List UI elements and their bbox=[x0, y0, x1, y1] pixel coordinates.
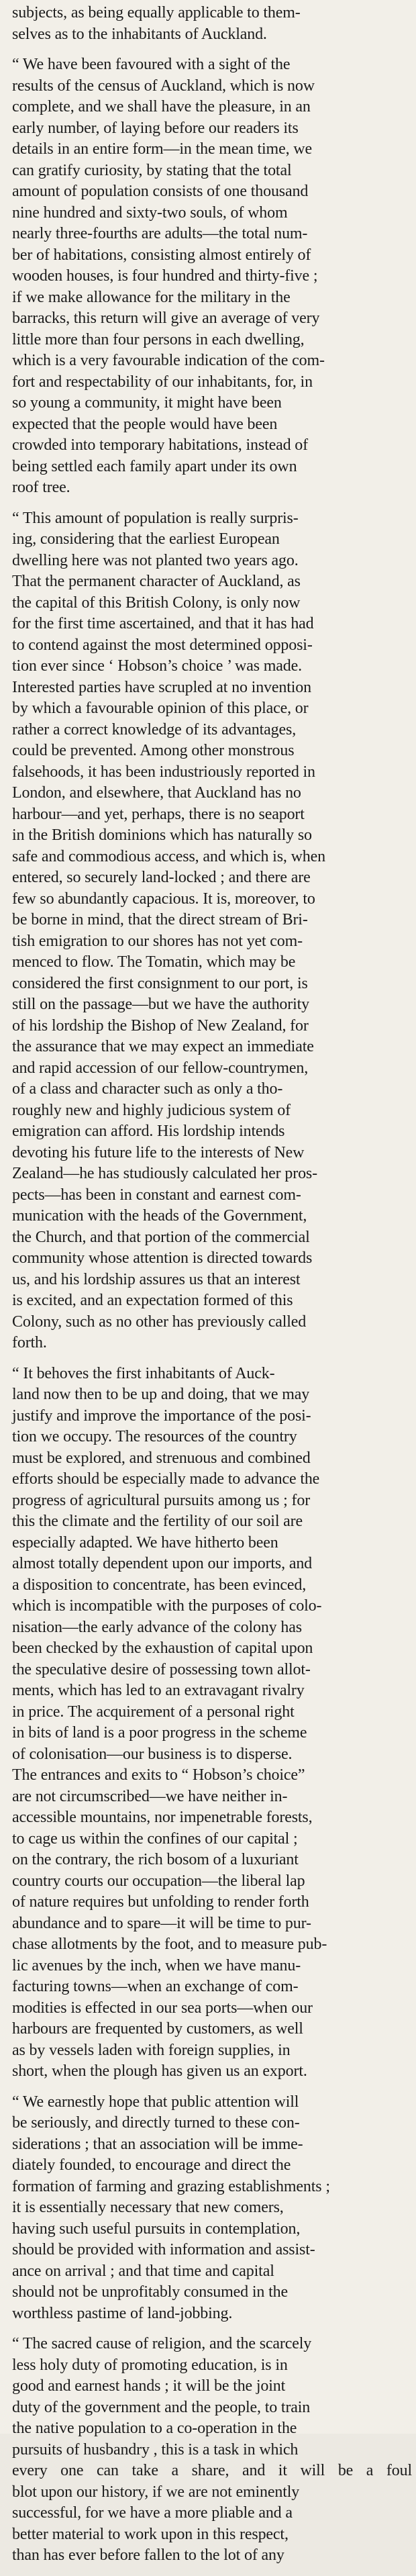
text-line: should not be unprofitably consumed in the bbox=[12, 2283, 288, 2301]
text-line: land now then to be up and doing, that we may bbox=[12, 1386, 310, 1403]
text-line: the speculative desire of possessing town allot- bbox=[12, 1660, 311, 1678]
text-line: could be prevented. Among other monstrous bbox=[12, 742, 295, 759]
text-line: fort and respectability of our inhabitants, for, in bbox=[12, 373, 313, 391]
text-line: to cage us within the confines of our capital ; bbox=[12, 1829, 298, 1848]
text-line: early number, of laying before our readers its bbox=[12, 119, 299, 137]
text-line: the native population to a co-operation in the bbox=[12, 2420, 297, 2437]
text-line: of nature requires but unfolding to render forth bbox=[12, 1893, 309, 1911]
text-line: us, and his lordship assures us that an interest bbox=[12, 1270, 301, 1288]
article-paragraph bbox=[12, 2092, 412, 2325]
article-paragraph bbox=[12, 1364, 412, 2083]
text-line: munication with the heads of the Government, bbox=[12, 1207, 307, 1225]
text-line: in the British dominions which has naturally so bbox=[12, 826, 312, 844]
text-line: of a class and character such as only a tho- bbox=[12, 1080, 283, 1098]
text-line: country courts our occupation—the liberal lap bbox=[12, 1872, 305, 1890]
text-line: considered the first consignment to our port, is bbox=[12, 974, 308, 992]
article-column bbox=[12, 3, 412, 2576]
article-paragraph bbox=[12, 508, 412, 1354]
text-line: are not circumscribed—we have neither in- bbox=[12, 1787, 288, 1805]
text-line: harbour—and yet, perhaps, there is no seaport bbox=[12, 805, 305, 823]
text-line: every one can take a share, and it will be a foul bbox=[12, 2462, 412, 2479]
text-line: must be explored, and strenuous and combined bbox=[12, 1449, 311, 1467]
text-line: this the climate and the fertility of our soil are bbox=[12, 1513, 303, 1530]
text-line: accessible mountains, nor impenetrable forests, bbox=[12, 1809, 313, 1826]
text-line: less holy duty of promoting education, is in bbox=[12, 2356, 288, 2374]
text-line: little more than four persons in each dwelling, bbox=[12, 330, 305, 348]
text-line: Interested parties have scrupled at no invention bbox=[12, 678, 311, 696]
text-line: a disposition to concentrate, has been evinced, bbox=[12, 1576, 307, 1594]
text-line: justify and improve the importance of the posi- bbox=[12, 1406, 311, 1425]
text-line: duty of the government and the people, to train bbox=[12, 2398, 311, 2416]
text-line: complete, and we shall have the pleasure, in an bbox=[12, 98, 311, 115]
text-line: for the first time ascertained, and that it has had bbox=[12, 615, 314, 632]
text-line: being settled each family apart under its own bbox=[12, 457, 297, 475]
text-line: emigration can afford. His lordship intends bbox=[12, 1123, 285, 1140]
text-line: it is essentially necessary that new comers, bbox=[12, 2199, 284, 2216]
text-line: good and earnest hands ; it will be the joint bbox=[12, 2377, 286, 2395]
text-line: is excited, and an expectation formed of this bbox=[12, 1292, 293, 1309]
text-line: in price. The acquirement of a personal right bbox=[12, 1703, 295, 1721]
text-line: roughly new and highly judicious system of bbox=[12, 1101, 291, 1119]
text-line: Colony, such as no other has previously called bbox=[12, 1313, 307, 1331]
text-line: expected that the people would have been bbox=[12, 415, 278, 433]
text-line: nearly three-fourths are adults—the total num- bbox=[12, 225, 308, 242]
text-line: which is incompatible with the purposes of colo- bbox=[12, 1597, 322, 1615]
text-line: of his lordship the Bishop of New Zealand, for bbox=[12, 1016, 309, 1035]
text-line: facturing towns—when an exchange of com- bbox=[12, 1978, 299, 1995]
text-line: of colonisation—our business is to disperse. bbox=[12, 1745, 293, 1763]
text-line: devoting his future life to the interests of New bbox=[12, 1143, 305, 1161]
text-line: barracks, this return will give an average of very bbox=[12, 309, 320, 327]
text-line: can gratify curiosity, by stating that the total bbox=[12, 161, 292, 179]
text-line: ance on arrival ; and that time and capital bbox=[12, 2262, 274, 2280]
text-line: formation of farming and grazing establishments ; bbox=[12, 2177, 330, 2195]
article-paragraph bbox=[12, 2334, 412, 2567]
text-line: by which a favourable opinion of this place, or bbox=[12, 700, 309, 717]
text-line: in bits of land is a poor progress in the scheme bbox=[12, 1724, 307, 1742]
text-line: London, and elsewhere, that Auckland has no bbox=[12, 784, 301, 802]
text-line: Zealand—he has studiously calculated her pros- bbox=[12, 1165, 317, 1182]
text-line: entered, so securely land-locked ; and there are bbox=[12, 869, 311, 886]
text-line: dwelling here was not planted two years ago. bbox=[12, 551, 299, 569]
text-line: been checked by the exhaustion of capital upon bbox=[12, 1639, 313, 1657]
text-line: be borne in mind, that the direct stream of Bri- bbox=[12, 911, 308, 928]
text-line: selves as to the inhabitants of Auckland. bbox=[12, 25, 267, 43]
text-line: tion we occupy. The resources of the country bbox=[12, 1428, 297, 1445]
text-line: wooden houses, is four hundred and thirty-five ; bbox=[12, 267, 318, 285]
text-line: lic avenues by the inch, when we have manu- bbox=[12, 1956, 301, 1974]
text-line: roof tree. bbox=[12, 479, 70, 496]
text-line: ments, which has led to an extravagant rivalry bbox=[12, 1682, 305, 1699]
text-line: worthless pastime of land-jobbing. bbox=[12, 2304, 233, 2322]
text-line: progress of agricultural pursuits among us ; for bbox=[12, 1491, 311, 1509]
text-line: so young a community, it might have been bbox=[12, 394, 282, 412]
text-line: siderations ; that an association will be imme- bbox=[12, 2135, 303, 2153]
text-line: still on the passage—but we have the authority bbox=[12, 996, 309, 1013]
text-line: having such useful pursuits in contemplation, bbox=[12, 2220, 301, 2238]
article-paragraph bbox=[12, 54, 412, 499]
text-line: few so abundantly capacious. It is, moreover, to bbox=[12, 890, 315, 908]
text-line: on the contrary, the rich bosom of a luxuriant bbox=[12, 1851, 299, 1868]
text-line: pursuits of husbandry , this is a task in which bbox=[12, 2440, 299, 2459]
text-line: should be provided with information and assist- bbox=[12, 2241, 315, 2258]
text-line: ing, considering that the earliest European bbox=[12, 530, 280, 548]
text-line: the capital of this British Colony, is only now bbox=[12, 593, 301, 612]
text-line: modities is effected in our sea ports—when our bbox=[12, 1999, 313, 2017]
text-line: to contend against the most determined opposi- bbox=[12, 636, 313, 654]
text-line: efforts should be especially made to advance the bbox=[12, 1470, 320, 1488]
text-line: crowded into temporary habitations, instead of bbox=[12, 436, 308, 454]
text-line: details in an entire form—in the mean time, we bbox=[12, 140, 312, 158]
text-line: “ The sacred cause of religion, and the scarcely bbox=[12, 2335, 312, 2352]
text-line: if we make allowance for the military in the bbox=[12, 288, 291, 306]
text-line: pects—has been in constant and earnest com- bbox=[12, 1186, 301, 1204]
text-line: be seriously, and directly turned to these con- bbox=[12, 2114, 300, 2132]
text-line: menced to flow. The Tomatin, which may be bbox=[12, 953, 296, 971]
text-line: diately founded, to encourage and direct the bbox=[12, 2156, 291, 2174]
text-line: harbours are frequented by customers, as well bbox=[12, 2020, 303, 2038]
text-line: than has ever before fallen to the lot of any bbox=[12, 2546, 284, 2564]
text-line: “ It behoves the first inhabitants of Auck- bbox=[12, 1364, 275, 1382]
text-line: especially adapted. We have hitherto been bbox=[12, 1533, 278, 1552]
text-line: “ We have been favoured with a sight of the bbox=[12, 56, 291, 73]
text-line: tion ever since ‘ Hobson’s choice ’ was made. bbox=[12, 657, 303, 675]
text-line: and rapid accession of our fellow-countrymen, bbox=[12, 1059, 309, 1077]
text-line: the assurance that we may expect an immediate bbox=[12, 1038, 314, 1055]
text-line: “ This amount of population is really surpris- bbox=[12, 509, 299, 527]
text-line: subjects, as being equally applicable to them- bbox=[12, 4, 301, 21]
text-line: community whose attention is directed towards bbox=[12, 1249, 313, 1267]
text-line: nisation—the early advance of the colony has bbox=[12, 1618, 302, 1636]
text-line: which is a very favourable indication of the com- bbox=[12, 352, 325, 369]
text-line: almost totally dependent upon our imports, and bbox=[12, 1555, 313, 1572]
article-paragraph bbox=[12, 3, 412, 45]
text-line: results of the census of Auckland, which is now bbox=[12, 77, 315, 95]
text-line: ber of habitations, consisting almost entirely of bbox=[12, 246, 311, 264]
text-line: the Church, and that portion of the commercial bbox=[12, 1228, 310, 1246]
text-line: nine hundred and sixty-two souls, of whom bbox=[12, 203, 288, 222]
text-line: as by vessels laden with foreign supplies, in bbox=[12, 2041, 291, 2059]
text-line: chase allotments by the foot, and to measure pub- bbox=[12, 1936, 327, 1953]
text-line: better material to work upon in this respect, bbox=[12, 2525, 289, 2543]
text-line: abundance and to spare—it will be time to pur- bbox=[12, 1914, 311, 1932]
text-line: tish emigration to our shores has not yet com- bbox=[12, 932, 303, 950]
text-line: falsehoods, it has been industriously reported in bbox=[12, 763, 315, 781]
text-line: blot upon our history, if we are not eminently bbox=[12, 2483, 300, 2501]
text-line: safe and commodious access, and which is, when bbox=[12, 847, 325, 865]
text-line: “ We earnestly hope that public attention will bbox=[12, 2093, 299, 2111]
text-line: That the permanent character of Auckland, as bbox=[12, 573, 301, 590]
text-line: amount of population consists of one thousand bbox=[12, 183, 309, 200]
text-line: The entrances and exits to “ Hobson’s choice” bbox=[12, 1766, 305, 1784]
text-line: rather a correct knowledge of its advantages, bbox=[12, 720, 297, 738]
text-line: short, when the plough has given us an export. bbox=[12, 2062, 307, 2080]
text-line: forth. bbox=[12, 1334, 47, 1351]
text-line: successful, for we have a more pliable and a bbox=[12, 2504, 293, 2522]
